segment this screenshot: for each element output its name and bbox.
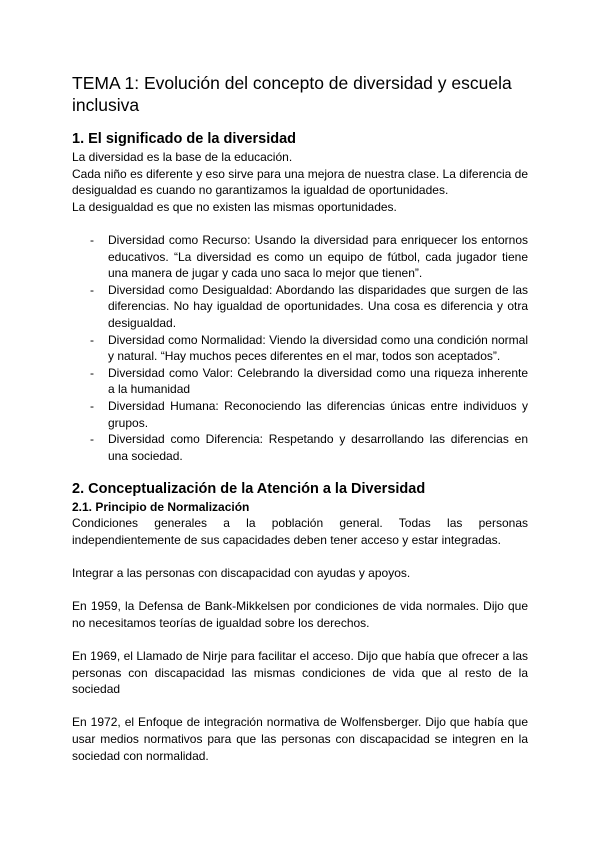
list-item: - Diversidad como Diferencia: Respetando y desarrollando las diferencias en una sociedad. xyxy=(72,431,528,464)
list-item: - Diversidad como Valor: Celebrando la diversidad como una riqueza inherente a la humanidad xyxy=(72,365,528,398)
section-1-paragraph: La diversidad es la base de la educación. xyxy=(72,150,293,164)
subsection-heading: 2.1. Principio de Normalización xyxy=(72,500,250,515)
diversity-list xyxy=(72,232,528,464)
list-item: - Diversidad como Recurso: Usando la diversidad para enriquecer los entornos educativos. “La diversidad es como un equipo de fútbol, cada jugador tiene una manera de jugar y cada uno saca lo mejor que tienen”. xyxy=(72,232,528,282)
section-1-paragraph: Cada niño es diferente y eso sirve para una mejora de nuestra clase. La diferencia de desigualdad es cuando no garantizamos la igualdad de oportunidades. xyxy=(72,166,528,198)
list-item: - Diversidad como Normalidad: Viendo la diversidad como una condición normal y natural. “Hay muchos peces diferentes en el mar, todos son aceptados”. xyxy=(72,332,528,365)
section-2 xyxy=(72,480,528,764)
list-item: - Diversidad Humana: Reconociendo las diferencias únicas entre individuos y grupos. xyxy=(72,398,528,431)
section-1-heading: 1. El significado de la diversidad xyxy=(72,131,297,147)
section-2-paragraph: En 1959, la Defensa de Bank-Mikkelsen por condiciones de vida normales. Dijo que no necesitamos teorías de igualdad sobre los derechos. xyxy=(72,599,528,630)
document-title: TEMA 1: Evolución del concepto de diversidad y escuela inclusiva xyxy=(72,73,512,115)
section-2-heading: 2. Conceptualización de la Atención a la Diversidad xyxy=(72,481,426,498)
section-2-paragraph: Condiciones generales a la población general. Todas las personas independientemente de sus capacidades deben tener acceso y estar integradas. xyxy=(72,516,528,547)
section-2-paragraph: En 1972, el Enfoque de integración normativa de Wolfensberger. Dijo que había que usar medios normativos para que las personas con discapacidad se integren en la sociedad con normalidad. xyxy=(72,715,528,763)
section-2-paragraph: En 1969, el Llamado de Nirje para facilitar el acceso. Dijo que había que ofrecer a las personas con discapacidad las mismas condiciones de vida que al resto de la sociedad xyxy=(72,649,528,697)
section-2-paragraph: Integrar a las personas con discapacidad con ayudas y apoyos. xyxy=(72,566,411,581)
list-item: - Diversidad como Desigualdad: Abordando las disparidades que surgen de las diferencias. No hay igualdad de oportunidades. Una cosa es diferencia y otra desigualdad. xyxy=(72,282,528,332)
section-1-paragraph: La desigualdad es que no existen las mismas oportunidades. xyxy=(72,199,397,214)
